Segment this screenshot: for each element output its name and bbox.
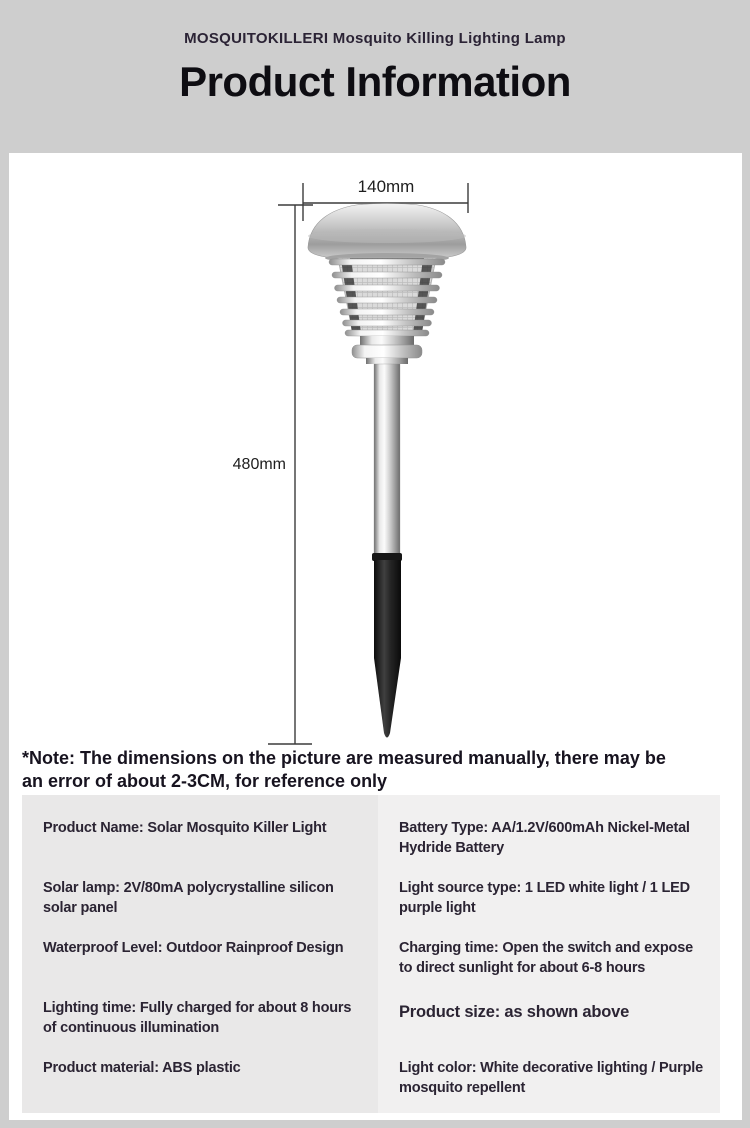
spec-waterproof-level: Waterproof Level: Outdoor Rainproof Design	[43, 940, 344, 956]
spec-product-name: Product Name: Solar Mosquito Killer Light	[43, 820, 327, 836]
lamp-pole	[374, 364, 400, 554]
spec-lighting-time: Lighting time: Fully charged for about 8 hours of continuous illumination	[43, 1000, 352, 1036]
width-dimension-label: 140mm	[357, 177, 415, 196]
spec-product-material: Product material: ABS plastic	[43, 1060, 241, 1076]
brand-line: MOSQUITOKILLERI Mosquito Killing Lighting Lamp	[184, 30, 566, 47]
ground-stake	[372, 553, 402, 738]
measurement-note: *Note: The dimensions on the picture are measured manually, there may be an error of about 2-3CM, for reference only	[22, 748, 666, 791]
lamp-collar	[352, 336, 422, 364]
spec-solar-lamp: Solar lamp: 2V/80mA polycrystalline silicon solar panel	[43, 880, 334, 916]
spec-charging-time: Charging time: Open the switch and expose to direct sunlight for about 6-8 hours	[399, 940, 693, 976]
solar-lamp-image	[308, 204, 466, 738]
spec-battery-type: Battery Type: AA/1.2V/600mAh Nickel-Metal Hydride Battery	[399, 820, 690, 856]
product-figure	[9, 153, 742, 753]
spec-light-source-type: Light source type: 1 LED white light / 1 LED purple light	[399, 880, 690, 916]
content-panel	[9, 153, 742, 1120]
spec-column-left	[22, 795, 378, 1113]
spec-light-color: Light color: White decorative lighting / Purple mosquito repellent	[399, 1060, 703, 1096]
spec-panel	[22, 795, 720, 1113]
spec-column-right	[378, 795, 720, 1113]
page-title: Product Information	[179, 58, 571, 105]
lamp-cap	[308, 204, 466, 264]
mosquito-grid-cage	[329, 258, 445, 336]
spec-product-size: Product size: as shown above	[399, 1003, 630, 1021]
height-dimension-label: 480mm	[232, 456, 286, 473]
